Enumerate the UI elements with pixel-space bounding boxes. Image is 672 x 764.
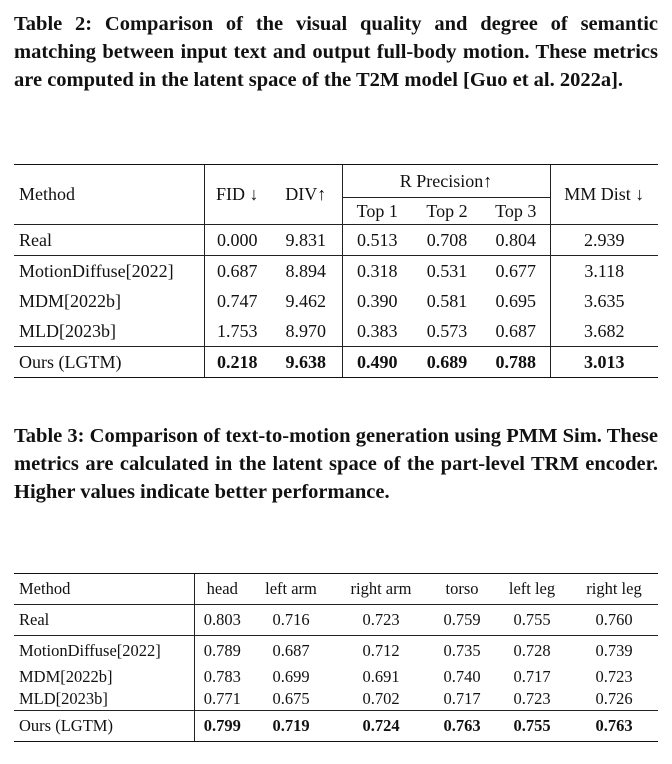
- right-arm-cell: 0.723: [332, 605, 430, 636]
- table-row: [14, 256, 658, 287]
- method-cell: MotionDiffuse[2022]: [14, 636, 194, 666]
- table-row: [14, 688, 658, 711]
- torso-cell: 0.763: [430, 710, 494, 741]
- right-arm-cell: 0.691: [362, 666, 400, 686]
- top1-cell: 0.513: [342, 225, 412, 256]
- left-arm-cell: 0.699: [272, 666, 310, 686]
- top1-cell: 0.318: [342, 256, 412, 287]
- table3: [14, 573, 658, 742]
- torso-cell: 0.735: [430, 636, 494, 666]
- table2-header-row: [14, 165, 658, 198]
- table2-header-fid: FID ↓: [204, 165, 270, 225]
- table-row: [14, 347, 658, 378]
- table2-caption: Table 2: Comparison of the visual quality and degree of semantic matching between input text and output full-body motion. These metrics are computed in the latent space of the T2M model [Guo et al. 2022a].: [14, 13, 658, 91]
- torso-cell: 0.740: [443, 666, 481, 686]
- fid-cell: 0.687: [204, 256, 270, 287]
- table2-header-r-precision: R Precision↑: [342, 165, 550, 198]
- left-arm-cell: 0.687: [250, 636, 332, 666]
- top2-cell: 0.581: [426, 290, 468, 311]
- left-leg-cell: 0.728: [494, 636, 570, 666]
- table3-header-head: head: [194, 574, 250, 605]
- top1-cell: 0.383: [342, 316, 412, 347]
- left-leg-cell: 0.717: [513, 666, 551, 686]
- left-arm-cell: 0.719: [250, 710, 332, 741]
- div-cell: 8.894: [270, 256, 342, 287]
- table-row: [14, 225, 658, 256]
- table-row: [14, 666, 658, 688]
- method-cell: MLD[2023b]: [19, 320, 116, 341]
- table2: [14, 164, 658, 378]
- left-leg-cell: 0.755: [494, 605, 570, 636]
- left-arm-cell: 0.716: [250, 605, 332, 636]
- mm-dist-cell: 3.682: [550, 316, 658, 347]
- top2-cell: 0.573: [426, 320, 468, 341]
- right-arm-cell: 0.702: [362, 688, 400, 708]
- fid-cell: 0.218: [204, 347, 270, 378]
- right-leg-cell: 0.739: [570, 636, 658, 666]
- fid-cell: 1.753: [204, 316, 270, 347]
- method-cell: MLD[2023b]: [19, 688, 108, 708]
- table2-header-top3: Top 3: [495, 200, 537, 221]
- top3-cell: 0.687: [495, 320, 536, 341]
- top3-cell: 0.695: [495, 290, 536, 311]
- table2-header-method: Method: [14, 165, 204, 225]
- table-row: [14, 605, 658, 636]
- div-cell: 9.462: [285, 290, 326, 311]
- table-row: [14, 636, 658, 666]
- method-cell: MDM[2022b]: [19, 290, 121, 311]
- top1-cell: 0.390: [342, 286, 412, 316]
- table2-header-top2: Top 2: [426, 200, 468, 221]
- right-leg-cell: 0.760: [570, 605, 658, 636]
- head-cell: 0.799: [194, 710, 250, 741]
- method-cell: Real: [14, 225, 204, 256]
- right-leg-cell: 0.723: [595, 666, 633, 686]
- top1-cell: 0.490: [342, 347, 412, 378]
- table3-header-right-leg: right leg: [570, 574, 658, 605]
- fid-cell: 0.000: [204, 225, 270, 256]
- head-cell: 0.803: [194, 605, 250, 636]
- top2-cell: 0.708: [412, 225, 482, 256]
- right-arm-cell: 0.712: [332, 636, 430, 666]
- method-cell: Real: [14, 605, 194, 636]
- div-cell: 9.831: [270, 225, 342, 256]
- mm-dist-cell: 3.118: [550, 256, 658, 287]
- table3-header-left-arm: left arm: [250, 574, 332, 605]
- top2-cell: 0.531: [412, 256, 482, 287]
- mm-dist-cell: 3.635: [550, 286, 658, 316]
- head-cell: 0.783: [194, 666, 250, 688]
- head-cell: 0.771: [194, 688, 250, 711]
- table3-header-method: Method: [14, 574, 194, 605]
- right-leg-cell: 0.726: [595, 688, 633, 708]
- top3-cell: 0.788: [482, 347, 550, 378]
- div-cell: 9.638: [270, 347, 342, 378]
- method-cell: Ours (LGTM): [14, 347, 204, 378]
- table2-header-div: DIV↑: [270, 165, 342, 225]
- table3-caption: Table 3: Comparison of text-to-motion generation using PMM Sim. These metrics are calculated in the latent space of the part-level TRM encoder. Higher values indicate better performance.: [14, 425, 658, 503]
- method-cell: MDM[2022b]: [19, 666, 113, 686]
- mm-dist-cell: 3.013: [550, 347, 658, 378]
- top2-cell: 0.689: [412, 347, 482, 378]
- table3-header-right-arm: right arm: [332, 574, 430, 605]
- head-cell: 0.789: [194, 636, 250, 666]
- table3-header-left-leg: left leg: [494, 574, 570, 605]
- left-arm-cell: 0.675: [272, 688, 310, 708]
- table-row: [14, 710, 658, 741]
- top3-cell: 0.677: [482, 256, 550, 287]
- table-row: [14, 286, 658, 316]
- method-cell: MotionDiffuse[2022]: [14, 256, 204, 287]
- table3-header-row: [14, 574, 658, 605]
- mm-dist-cell: 2.939: [550, 225, 658, 256]
- left-leg-cell: 0.755: [494, 710, 570, 741]
- left-leg-cell: 0.723: [513, 688, 551, 708]
- table2-header-mm-dist: MM Dist ↓: [550, 165, 658, 225]
- right-arm-cell: 0.724: [332, 710, 430, 741]
- fid-cell: 0.747: [204, 286, 270, 316]
- torso-cell: 0.717: [443, 688, 481, 708]
- torso-cell: 0.759: [430, 605, 494, 636]
- div-cell: 8.970: [285, 320, 326, 341]
- table3-header-torso: torso: [430, 574, 494, 605]
- top3-cell: 0.804: [482, 225, 550, 256]
- right-leg-cell: 0.763: [570, 710, 658, 741]
- table2-header-top1: Top 1: [342, 198, 412, 225]
- table-row: [14, 316, 658, 347]
- method-cell: Ours (LGTM): [14, 710, 194, 741]
